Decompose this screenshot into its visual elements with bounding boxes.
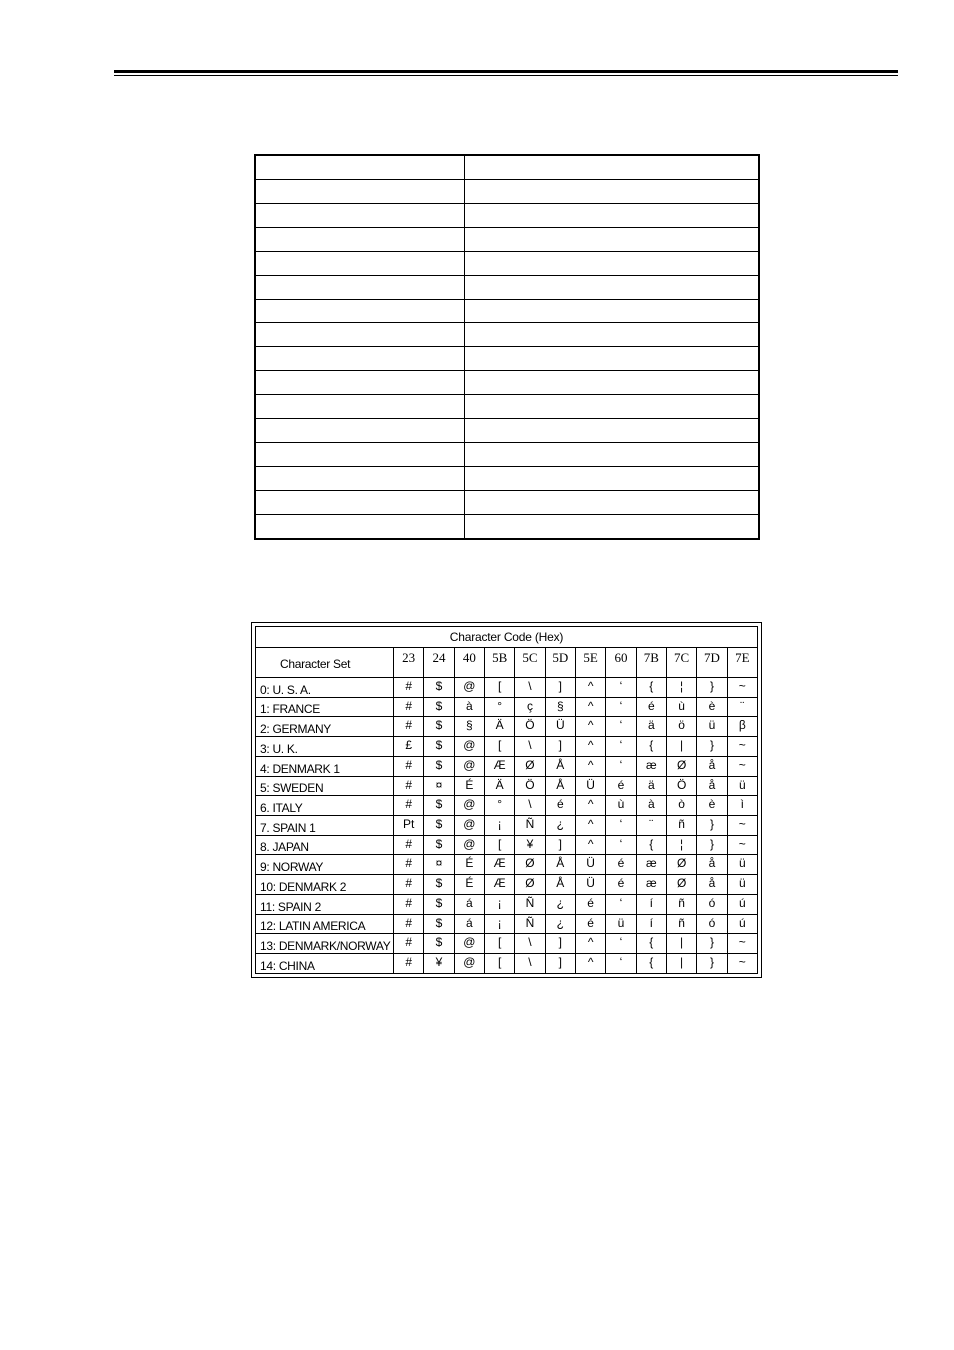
character-cell: ] xyxy=(545,954,575,974)
character-cell: ‘ xyxy=(606,934,636,954)
character-cell: ò xyxy=(666,796,696,816)
character-cell: è xyxy=(697,697,727,717)
character-cell: ^ xyxy=(575,934,605,954)
character-cell: # xyxy=(394,914,424,934)
character-cell: Ø xyxy=(666,756,696,776)
character-cell: å xyxy=(697,855,727,875)
blank-table-cell xyxy=(465,443,760,467)
code-header: 24 xyxy=(424,648,454,678)
blank-table-row xyxy=(255,155,759,179)
character-cell: ‘ xyxy=(606,678,636,698)
character-cell: Æ xyxy=(484,875,514,895)
character-cell: # xyxy=(394,756,424,776)
character-cell: { xyxy=(636,737,666,757)
blank-table-row xyxy=(255,395,759,419)
character-cell: Ø xyxy=(666,855,696,875)
character-cell: å xyxy=(697,756,727,776)
character-cell: Ñ xyxy=(515,914,545,934)
blank-table-cell xyxy=(465,299,760,323)
code-header: 7E xyxy=(727,648,757,678)
blank-table-cell xyxy=(465,227,760,251)
character-set-row xyxy=(256,816,758,836)
character-set-header: Character Set xyxy=(256,648,394,678)
character-cell: ¿ xyxy=(545,914,575,934)
character-cell: Ö xyxy=(515,776,545,796)
character-set-name: 5: SWEDEN xyxy=(256,776,394,796)
character-cell: ó xyxy=(697,894,727,914)
character-cell: # xyxy=(394,717,424,737)
character-set-name: 3: U. K. xyxy=(256,737,394,757)
character-cell: ‘ xyxy=(606,717,636,737)
character-cell: ¦ xyxy=(666,678,696,698)
blank-table-cell xyxy=(255,467,465,491)
character-set-name: 6. ITALY xyxy=(256,796,394,816)
blank-table xyxy=(254,154,760,540)
character-cell: # xyxy=(394,678,424,698)
character-cell: Ä xyxy=(484,717,514,737)
character-cell: é xyxy=(606,855,636,875)
character-cell: { xyxy=(636,954,666,974)
blank-table-row xyxy=(255,371,759,395)
character-cell: $ xyxy=(424,737,454,757)
character-set-name: 8. JAPAN xyxy=(256,835,394,855)
character-cell: è xyxy=(697,796,727,816)
character-set-body xyxy=(256,678,758,974)
character-cell: § xyxy=(454,717,484,737)
character-cell: Ü xyxy=(575,875,605,895)
character-cell: § xyxy=(545,697,575,717)
character-cell: é xyxy=(606,875,636,895)
character-set-name: 7. SPAIN 1 xyxy=(256,816,394,836)
character-cell: @ xyxy=(454,835,484,855)
character-cell: ù xyxy=(606,796,636,816)
code-header: 5D xyxy=(545,648,575,678)
blank-table-cell xyxy=(465,203,760,227)
character-cell: \ xyxy=(515,796,545,816)
blank-table-row xyxy=(255,443,759,467)
character-cell: ^ xyxy=(575,954,605,974)
code-header: 5E xyxy=(575,648,605,678)
character-cell: á xyxy=(454,914,484,934)
blank-table-cell xyxy=(465,275,760,299)
character-cell: ¦ xyxy=(666,835,696,855)
character-cell: ] xyxy=(545,678,575,698)
character-cell: ü xyxy=(727,875,757,895)
character-cell: @ xyxy=(454,816,484,836)
code-header: 7C xyxy=(666,648,696,678)
character-cell: { xyxy=(636,835,666,855)
character-cell: } xyxy=(697,835,727,855)
character-cell: ¿ xyxy=(545,894,575,914)
character-cell: ü xyxy=(697,717,727,737)
character-cell: ^ xyxy=(575,816,605,836)
character-cell: $ xyxy=(424,717,454,737)
blank-table-cell xyxy=(465,371,760,395)
character-cell: # xyxy=(394,796,424,816)
character-cell: Ü xyxy=(575,855,605,875)
character-set-row xyxy=(256,835,758,855)
character-cell: á xyxy=(454,894,484,914)
character-cell: Æ xyxy=(484,855,514,875)
character-set-name: 9: NORWAY xyxy=(256,855,394,875)
character-cell: É xyxy=(454,875,484,895)
character-cell: $ xyxy=(424,816,454,836)
character-cell: @ xyxy=(454,756,484,776)
character-set-name: 0: U. S. A. xyxy=(256,678,394,698)
character-cell: ¥ xyxy=(424,954,454,974)
character-cell: ‘ xyxy=(606,816,636,836)
character-cell: Ö xyxy=(515,717,545,737)
blank-table-row xyxy=(255,227,759,251)
character-cell: # xyxy=(394,697,424,717)
code-header: 60 xyxy=(606,648,636,678)
blank-table-cell xyxy=(465,323,760,347)
caption-row xyxy=(256,627,758,648)
character-cell: í xyxy=(636,894,666,914)
character-cell: ñ xyxy=(666,914,696,934)
blank-table-cell xyxy=(465,251,760,275)
character-cell: Æ xyxy=(484,756,514,776)
character-cell: å xyxy=(697,875,727,895)
character-cell: ¡ xyxy=(484,914,514,934)
character-cell: ‘ xyxy=(606,835,636,855)
character-set-figure xyxy=(251,622,762,978)
blank-table-cell xyxy=(465,419,760,443)
blank-table-cell xyxy=(255,443,465,467)
character-cell: # xyxy=(394,954,424,974)
code-header: 5B xyxy=(484,648,514,678)
character-set-name: 10: DENMARK 2 xyxy=(256,875,394,895)
character-cell: ñ xyxy=(666,894,696,914)
character-set-name: 13: DENMARK/NORWAY xyxy=(256,934,394,954)
character-cell: £ xyxy=(394,737,424,757)
character-cell: ‘ xyxy=(606,737,636,757)
character-cell: # xyxy=(394,855,424,875)
character-cell: Ñ xyxy=(515,816,545,836)
character-cell: Å xyxy=(545,855,575,875)
character-cell: É xyxy=(454,776,484,796)
character-cell: ¨ xyxy=(636,816,666,836)
blank-table-cell xyxy=(255,419,465,443)
character-cell: ~ xyxy=(727,678,757,698)
blank-table-cell xyxy=(255,490,465,514)
header-rule-thin xyxy=(114,75,898,76)
character-cell: [ xyxy=(484,678,514,698)
blank-table-row xyxy=(255,251,759,275)
character-set-row xyxy=(256,894,758,914)
character-set-name: 12: LATIN AMERICA xyxy=(256,914,394,934)
character-cell: Ø xyxy=(515,875,545,895)
character-cell: Ø xyxy=(515,756,545,776)
character-cell: # xyxy=(394,875,424,895)
character-cell: # xyxy=(394,776,424,796)
character-cell: ] xyxy=(545,934,575,954)
character-cell: } xyxy=(697,816,727,836)
character-cell: ~ xyxy=(727,737,757,757)
character-cell: ^ xyxy=(575,835,605,855)
character-cell: } xyxy=(697,737,727,757)
character-cell: æ xyxy=(636,756,666,776)
character-cell: æ xyxy=(636,855,666,875)
character-cell: ~ xyxy=(727,835,757,855)
character-cell: Ü xyxy=(575,776,605,796)
blank-table-cell xyxy=(255,155,465,179)
character-cell: ü xyxy=(606,914,636,934)
character-cell: ¤ xyxy=(424,855,454,875)
character-cell: | xyxy=(666,934,696,954)
character-set-row xyxy=(256,717,758,737)
character-cell: ñ xyxy=(666,816,696,836)
character-cell: } xyxy=(697,954,727,974)
character-cell: æ xyxy=(636,875,666,895)
character-set-row xyxy=(256,875,758,895)
character-cell: ~ xyxy=(727,756,757,776)
character-cell: ° xyxy=(484,697,514,717)
character-cell: @ xyxy=(454,934,484,954)
character-set-name: 2: GERMANY xyxy=(256,717,394,737)
character-cell: [ xyxy=(484,737,514,757)
character-cell: ‘ xyxy=(606,697,636,717)
character-cell: ç xyxy=(515,697,545,717)
character-cell: ~ xyxy=(727,954,757,974)
character-cell: ] xyxy=(545,737,575,757)
character-cell: } xyxy=(697,934,727,954)
blank-table-cell xyxy=(255,514,465,539)
blank-table-cell xyxy=(255,179,465,203)
character-cell: é xyxy=(606,776,636,796)
character-cell: ‘ xyxy=(606,954,636,974)
character-cell: @ xyxy=(454,678,484,698)
character-cell: [ xyxy=(484,934,514,954)
blank-table-cell xyxy=(255,347,465,371)
character-cell: ^ xyxy=(575,697,605,717)
blank-table-body xyxy=(255,155,759,539)
character-cell: ¤ xyxy=(424,776,454,796)
character-set-row xyxy=(256,678,758,698)
character-cell: $ xyxy=(424,875,454,895)
character-cell: é xyxy=(575,914,605,934)
character-cell: ~ xyxy=(727,934,757,954)
character-cell: $ xyxy=(424,697,454,717)
character-cell: Ñ xyxy=(515,894,545,914)
blank-table-row xyxy=(255,179,759,203)
character-cell: Ö xyxy=(666,776,696,796)
character-cell: | xyxy=(666,737,696,757)
character-cell: ä xyxy=(636,776,666,796)
blank-table-cell xyxy=(465,514,760,539)
character-cell: ì xyxy=(727,796,757,816)
character-cell: $ xyxy=(424,796,454,816)
character-cell: ¡ xyxy=(484,894,514,914)
character-cell: í xyxy=(636,914,666,934)
blank-table-row xyxy=(255,323,759,347)
blank-table-cell xyxy=(255,299,465,323)
code-header-row xyxy=(256,648,758,678)
character-cell: ä xyxy=(636,717,666,737)
blank-table-cell xyxy=(465,490,760,514)
code-header: 7B xyxy=(636,648,666,678)
character-cell: $ xyxy=(424,934,454,954)
character-set-row xyxy=(256,914,758,934)
character-cell: # xyxy=(394,934,424,954)
blank-table-cell xyxy=(255,275,465,299)
blank-table-cell xyxy=(255,371,465,395)
character-cell: é xyxy=(575,894,605,914)
character-set-row xyxy=(256,796,758,816)
character-cell: $ xyxy=(424,914,454,934)
character-cell: ‘ xyxy=(606,756,636,776)
character-cell: é xyxy=(636,697,666,717)
character-cell: ù xyxy=(666,697,696,717)
character-set-table xyxy=(255,626,758,974)
blank-table-row xyxy=(255,490,759,514)
blank-table-row xyxy=(255,299,759,323)
character-cell: # xyxy=(394,894,424,914)
character-set-name: 1: FRANCE xyxy=(256,697,394,717)
character-set-row xyxy=(256,954,758,974)
character-cell: @ xyxy=(454,796,484,816)
character-cell: ü xyxy=(727,776,757,796)
character-cell: ó xyxy=(697,914,727,934)
character-cell: à xyxy=(454,697,484,717)
code-header: 5C xyxy=(515,648,545,678)
character-set-name: 4: DENMARK 1 xyxy=(256,756,394,776)
blank-table-cell xyxy=(255,323,465,347)
character-cell: | xyxy=(666,954,696,974)
character-cell: É xyxy=(454,855,484,875)
character-cell: Ø xyxy=(515,855,545,875)
character-cell: @ xyxy=(454,737,484,757)
character-cell: Å xyxy=(545,875,575,895)
character-cell: Pt xyxy=(394,816,424,836)
character-cell: \ xyxy=(515,678,545,698)
character-cell: Ü xyxy=(545,717,575,737)
character-cell: ú xyxy=(727,914,757,934)
blank-table-row xyxy=(255,419,759,443)
character-cell: \ xyxy=(515,737,545,757)
character-cell: Å xyxy=(545,756,575,776)
character-cell: \ xyxy=(515,954,545,974)
character-set-name: 14: CHINA xyxy=(256,954,394,974)
character-cell: ^ xyxy=(575,678,605,698)
character-cell: ¨ xyxy=(727,697,757,717)
blank-table-row xyxy=(255,467,759,491)
code-header: 7D xyxy=(697,648,727,678)
character-cell: ^ xyxy=(575,717,605,737)
character-cell: ¿ xyxy=(545,816,575,836)
character-cell: ^ xyxy=(575,737,605,757)
character-set-row xyxy=(256,776,758,796)
character-cell: ö xyxy=(666,717,696,737)
blank-table-cell xyxy=(255,227,465,251)
blank-table-cell xyxy=(255,203,465,227)
character-cell: Ä xyxy=(484,776,514,796)
blank-table-cell xyxy=(255,395,465,419)
blank-table-cell xyxy=(255,251,465,275)
character-cell: Ø xyxy=(666,875,696,895)
character-cell: $ xyxy=(424,756,454,776)
character-cell: $ xyxy=(424,678,454,698)
character-cell: é xyxy=(545,796,575,816)
character-cell: β xyxy=(727,717,757,737)
character-set-row xyxy=(256,697,758,717)
character-cell: \ xyxy=(515,934,545,954)
character-cell: [ xyxy=(484,835,514,855)
character-cell: } xyxy=(697,678,727,698)
character-cell: @ xyxy=(454,954,484,974)
character-cell: à xyxy=(636,796,666,816)
character-cell: ¡ xyxy=(484,816,514,836)
character-cell: ¥ xyxy=(515,835,545,855)
blank-table-row xyxy=(255,347,759,371)
character-cell: $ xyxy=(424,894,454,914)
character-cell: å xyxy=(697,776,727,796)
character-cell: ] xyxy=(545,835,575,855)
character-cell: { xyxy=(636,678,666,698)
code-header: 23 xyxy=(394,648,424,678)
character-cell: ~ xyxy=(727,816,757,836)
table-caption: Character Code (Hex) xyxy=(256,627,758,648)
character-cell: [ xyxy=(484,954,514,974)
character-cell: $ xyxy=(424,835,454,855)
character-set-name: 11: SPAIN 2 xyxy=(256,894,394,914)
blank-table-cell xyxy=(465,179,760,203)
character-cell: ° xyxy=(484,796,514,816)
character-set-row xyxy=(256,855,758,875)
character-cell: ‘ xyxy=(606,894,636,914)
character-cell: Å xyxy=(545,776,575,796)
blank-table-cell xyxy=(465,395,760,419)
blank-table-row xyxy=(255,275,759,299)
character-cell: ^ xyxy=(575,756,605,776)
character-cell: # xyxy=(394,835,424,855)
character-set-row xyxy=(256,934,758,954)
header-rule xyxy=(114,70,898,76)
blank-table-cell xyxy=(465,155,760,179)
character-cell: ^ xyxy=(575,796,605,816)
character-cell: { xyxy=(636,934,666,954)
blank-table-cell xyxy=(465,347,760,371)
blank-table-row xyxy=(255,514,759,539)
character-set-row xyxy=(256,737,758,757)
code-header: 40 xyxy=(454,648,484,678)
character-cell: ü xyxy=(727,855,757,875)
character-set-row xyxy=(256,756,758,776)
blank-table-row xyxy=(255,203,759,227)
character-cell: ú xyxy=(727,894,757,914)
header-rule-thick xyxy=(114,70,898,73)
blank-table-cell xyxy=(465,467,760,491)
